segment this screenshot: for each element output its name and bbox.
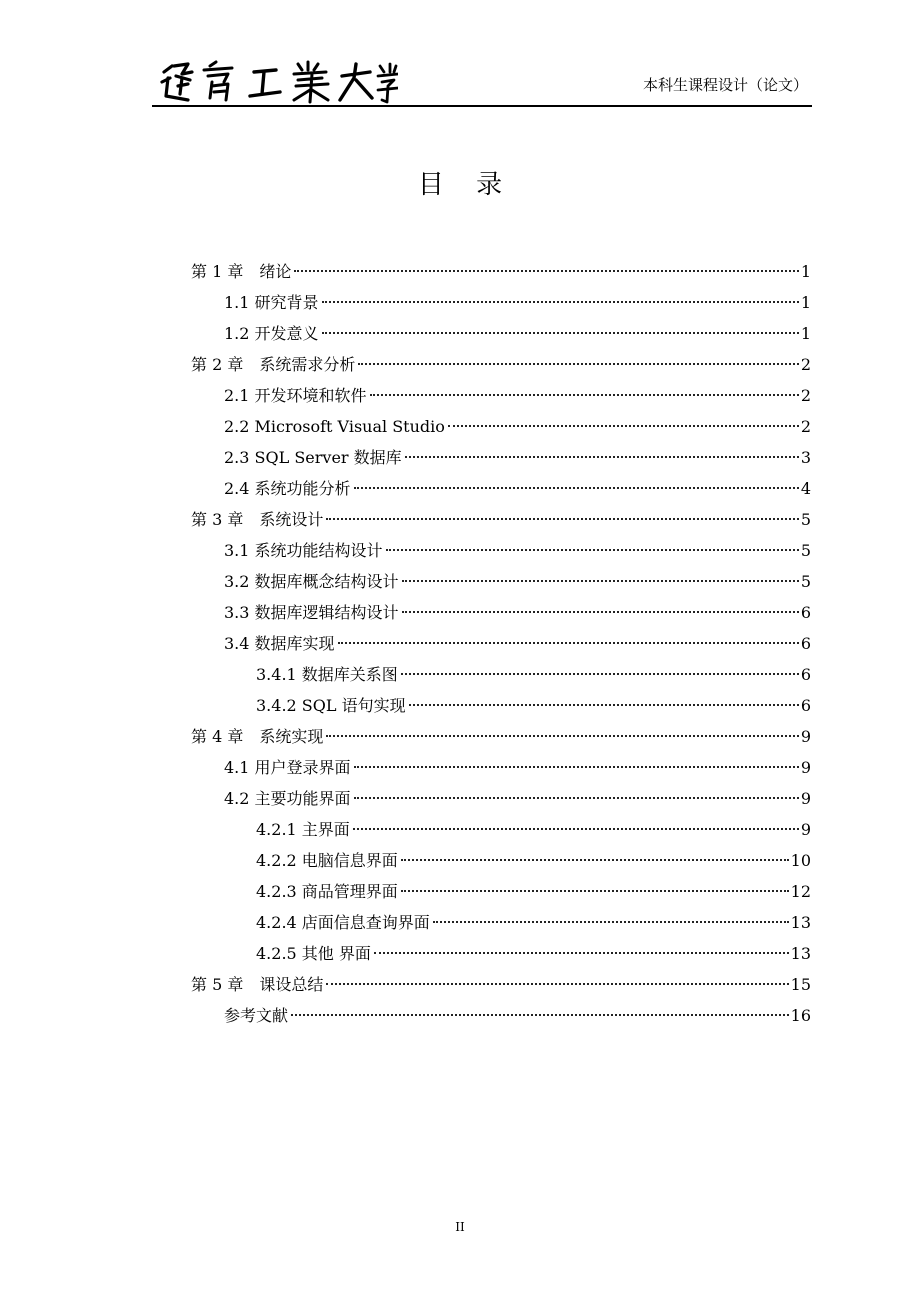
page-header	[152, 56, 812, 108]
toc-dot-leader	[401, 673, 799, 675]
toc-dot-leader	[294, 270, 798, 272]
toc-dot-leader	[402, 580, 799, 582]
toc-entry-label: 2.3 SQL Server 数据库	[224, 448, 402, 467]
toc-entry[interactable]	[191, 876, 811, 907]
toc-entry-label: 4.2.5 其他 界面	[256, 944, 371, 963]
toc-entry-label: 3.1 系统功能结构设计	[224, 541, 383, 560]
toc-entry-label: 1.1 研究背景	[224, 293, 319, 312]
toc-entry[interactable]	[191, 256, 811, 287]
toc-entry-page: 9	[800, 820, 811, 839]
toc-entry-page: 15	[790, 975, 811, 994]
toc-entry[interactable]	[191, 628, 811, 659]
toc-entry[interactable]	[191, 1000, 811, 1031]
toc-entry[interactable]	[191, 938, 811, 969]
toc-entry-label: 2.2 Microsoft Visual Studio	[224, 417, 445, 436]
toc-dot-leader	[386, 549, 799, 551]
toc-entry-page: 6	[800, 634, 811, 653]
toc-entry[interactable]	[191, 597, 811, 628]
toc-entry-label: 4.2.4 店面信息查询界面	[256, 913, 430, 932]
toc-dot-leader	[354, 487, 799, 489]
toc-dot-leader	[374, 952, 789, 954]
toc-entry[interactable]	[191, 566, 811, 597]
toc-entry[interactable]	[191, 814, 811, 845]
toc-entry-label: 4.1 用户登录界面	[224, 758, 351, 777]
toc-dot-leader	[338, 642, 799, 644]
toc-entry[interactable]	[191, 752, 811, 783]
toc-entry[interactable]	[191, 845, 811, 876]
toc-entry-label: 2.1 开发环境和软件	[224, 386, 367, 405]
toc-dot-leader	[326, 735, 798, 737]
toc-entry-label: 4.2.2 电脑信息界面	[256, 851, 398, 870]
toc-dot-leader	[433, 921, 789, 923]
toc-entry[interactable]	[191, 535, 811, 566]
toc-entry-page: 10	[790, 851, 811, 870]
toc-entry[interactable]	[191, 473, 811, 504]
toc-entry-label: 1.2 开发意义	[224, 324, 319, 343]
toc-entry-label: 3.3 数据库逻辑结构设计	[224, 603, 399, 622]
toc-entry-label: 4.2.3 商品管理界面	[256, 882, 398, 901]
toc-entry-page: 5	[800, 572, 811, 591]
toc-dot-leader	[402, 611, 799, 613]
toc-entry-label: 第 5 章 课设总结	[191, 975, 324, 994]
document-type-label: 本科生课程设计（论文）	[642, 76, 808, 94]
toc-entry-label: 第 3 章 系统设计	[191, 510, 324, 529]
toc-entry-page: 16	[790, 1006, 811, 1025]
toc-entry[interactable]	[191, 659, 811, 690]
toc-dot-leader	[326, 518, 798, 520]
toc-entry[interactable]	[191, 411, 811, 442]
toc-entry-page: 1	[800, 262, 811, 281]
toc-entry-label: 3.2 数据库概念结构设计	[224, 572, 399, 591]
toc-entry-label: 第 1 章 绪论	[191, 262, 292, 281]
toc-entry[interactable]	[191, 783, 811, 814]
toc-entry-page: 2	[800, 386, 811, 405]
toc-entry-label: 第 2 章 系统需求分析	[191, 355, 356, 374]
table-of-contents	[191, 256, 811, 1031]
toc-dot-leader	[405, 456, 799, 458]
toc-dot-leader	[370, 394, 799, 396]
toc-dot-leader	[401, 859, 789, 861]
toc-entry-page: 2	[800, 355, 811, 374]
toc-entry[interactable]	[191, 349, 811, 380]
toc-dot-leader	[401, 890, 789, 892]
toc-entry-page: 1	[800, 293, 811, 312]
toc-entry-label: 3.4 数据库实现	[224, 634, 335, 653]
toc-entry-label: 3.4.2 SQL 语句实现	[256, 696, 406, 715]
toc-dot-leader	[409, 704, 799, 706]
toc-entry-page: 9	[800, 789, 811, 808]
toc-entry-page: 6	[800, 696, 811, 715]
toc-entry-page: 2	[800, 417, 811, 436]
toc-entry-page: 6	[800, 665, 811, 684]
page-number: II	[455, 1220, 465, 1234]
toc-dot-leader	[448, 425, 799, 427]
toc-entry[interactable]	[191, 380, 811, 411]
toc-entry-page: 13	[790, 944, 811, 963]
toc-entry[interactable]	[191, 721, 811, 752]
toc-entry-label: 参考文献	[224, 1006, 289, 1025]
toc-entry-page: 12	[790, 882, 811, 901]
toc-entry-page: 13	[790, 913, 811, 932]
toc-entry-label: 3.4.1 数据库关系图	[256, 665, 398, 684]
toc-dot-leader	[353, 828, 799, 830]
toc-entry-page: 5	[800, 541, 811, 560]
toc-entry[interactable]	[191, 690, 811, 721]
toc-entry-page: 9	[800, 758, 811, 777]
toc-entry-page: 9	[800, 727, 811, 746]
toc-entry[interactable]	[191, 442, 811, 473]
toc-entry[interactable]	[191, 907, 811, 938]
toc-entry-page: 1	[800, 324, 811, 343]
toc-entry-label: 2.4 系统功能分析	[224, 479, 351, 498]
toc-dot-leader	[354, 797, 799, 799]
toc-entry-page: 6	[800, 603, 811, 622]
toc-dot-leader	[354, 766, 799, 768]
toc-entry[interactable]	[191, 969, 811, 1000]
toc-dot-leader	[326, 983, 788, 985]
page-title: 目 录	[417, 170, 515, 200]
toc-dot-leader	[322, 332, 799, 334]
logo-text: 遼寧工業大學	[158, 58, 164, 59]
toc-entry-page: 5	[800, 510, 811, 529]
toc-entry-page: 3	[800, 448, 811, 467]
toc-entry-label: 第 4 章 系统实现	[191, 727, 324, 746]
toc-entry-label: 4.2.1 主界面	[256, 820, 350, 839]
toc-dot-leader	[358, 363, 798, 365]
toc-entry[interactable]	[191, 504, 811, 535]
toc-dot-leader	[322, 301, 799, 303]
toc-entry-page: 4	[800, 479, 811, 498]
header-divider	[152, 105, 812, 107]
toc-entry[interactable]	[191, 318, 811, 349]
university-logo	[158, 58, 398, 106]
toc-entry-label: 4.2 主要功能界面	[224, 789, 351, 808]
toc-entry[interactable]	[191, 287, 811, 318]
toc-dot-leader	[291, 1014, 789, 1016]
